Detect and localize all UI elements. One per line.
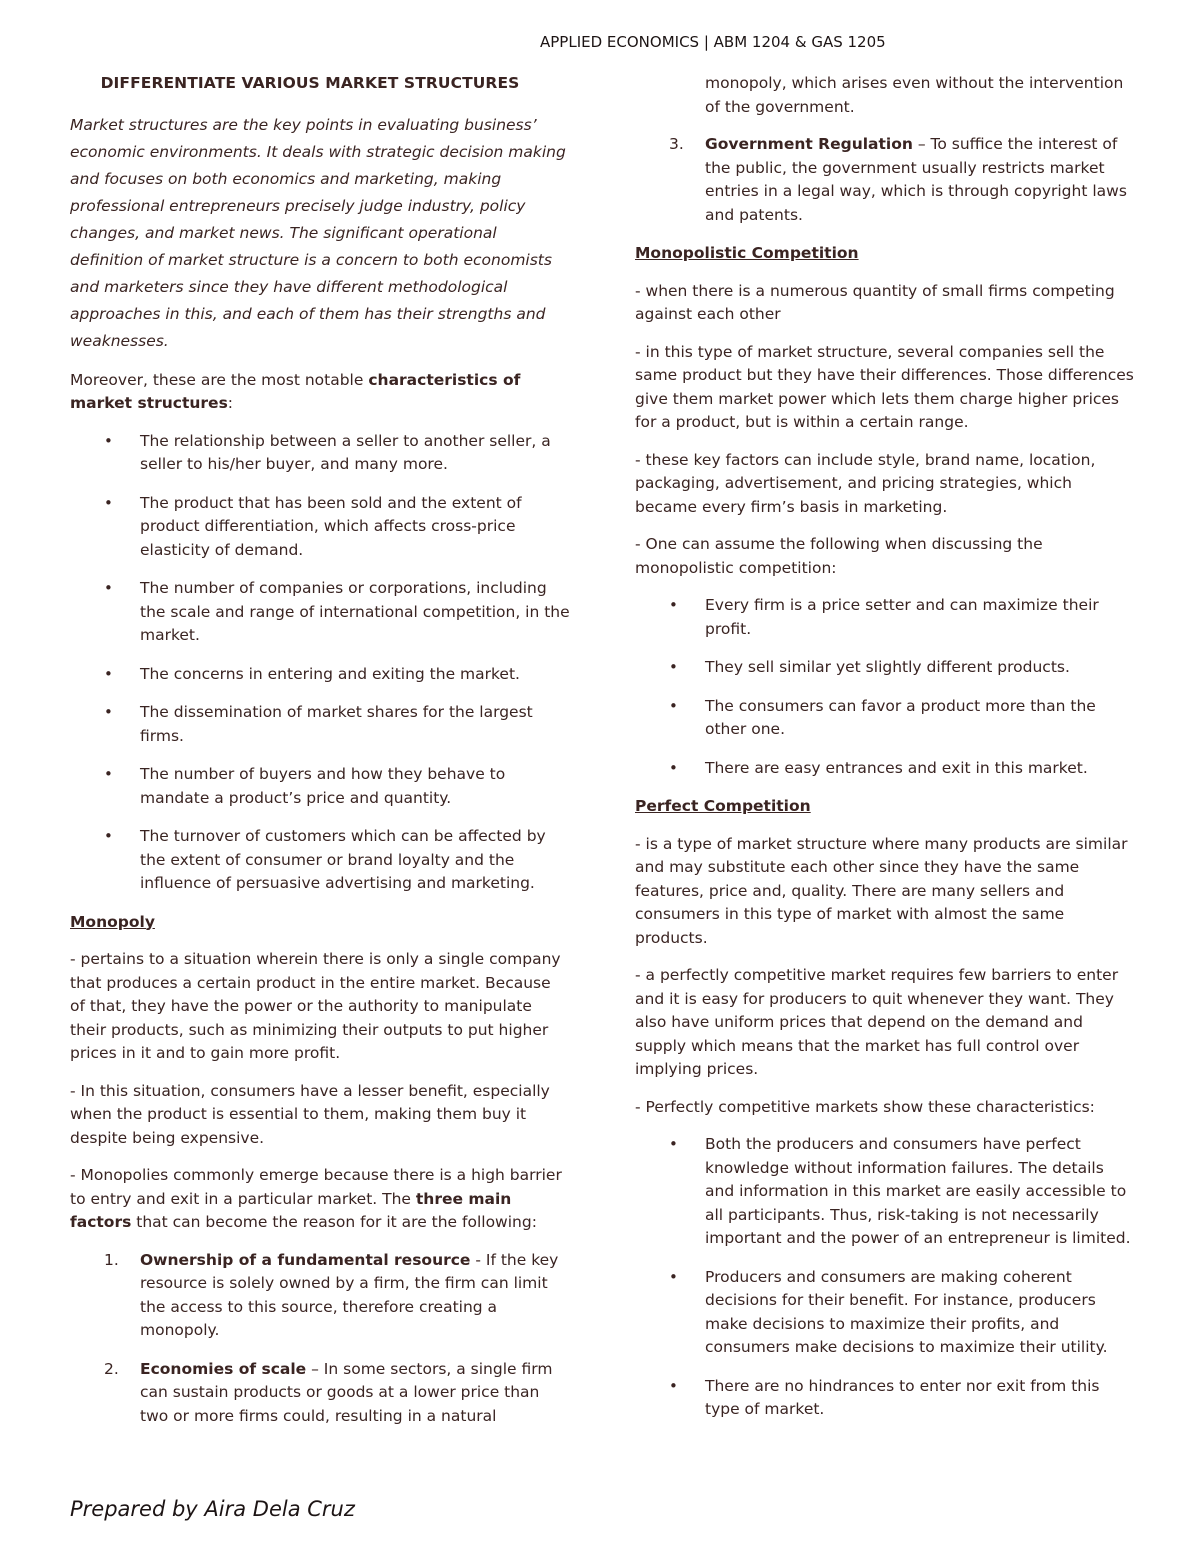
- list-item: • The product that has been sold and the extent of product differentiation, which affects cross-price elasticity of demand.: [70, 492, 570, 563]
- list-item: • The concerns in entering and exiting the market.: [70, 663, 570, 687]
- factor-number: 1.: [104, 1250, 119, 1269]
- document-title: DIFFERENTIATE VARIOUS MARKET STRUCTURES: [100, 74, 520, 92]
- characteristics-intro: [70, 369, 570, 416]
- perfect-paragraph-2: - a perfectly competitive market requires few barriers to enter and it is easy for producers to quit whenever they want. They also have uniform prices that depend on the demand and supply which means that the market has full control over implying prices.: [635, 966, 1119, 1078]
- monopolistic-paragraph-2: - in this type of market structure, several companies sell the same product but they have their differences. Those differences give them market power which lets them charge higher prices for a product, but is within a certain range.: [635, 342, 1134, 431]
- monopoly-paragraph-3: [70, 1164, 570, 1235]
- list-item: • Every firm is a price setter and can maximize their profit.: [635, 594, 1135, 641]
- list-item: [70, 1249, 570, 1343]
- perfect-paragraph-1: - is a type of market structure where many products are similar and may substitute each other since they have the same features, price and, quality. There are many sellers and consumers in this type of market with almost the same products.: [635, 834, 1128, 947]
- list-item: • Both the producers and consumers have perfect knowledge without information failures. The details and information in this market are easily accessible to all participants. Thus, risk-taking is not necessarily important and the power of an entrepreneur is limited.: [635, 1133, 1135, 1251]
- list-item: • There are easy entrances and exit in this market.: [635, 757, 1135, 781]
- monopolistic-paragraph-1: - when there is a numerous quantity of small firms competing against each other: [635, 281, 1115, 323]
- monopoly-paragraph-2: - In this situation, consumers have a lesser benefit, especially when the product is essential to them, making them buy it despite being expensive.: [70, 1081, 550, 1147]
- list-item: [635, 133, 1135, 227]
- monopolistic-list: [635, 594, 1135, 780]
- list-item: • The relationship between a seller to another seller, a seller to his/her buyer, and many more.: [70, 430, 570, 477]
- monopoly-paragraph-1: - pertains to a situation wherein there is only a single company that produces a certain product in the entire market. Because of that, they have the power or the authority to manipulate their products, such as minimizing their outputs to put higher prices in it and to gain more profit.: [70, 950, 561, 1062]
- list-item: • The number of companies or corporations, including the scale and range of international competition, in the market.: [70, 577, 570, 648]
- left-column: [70, 72, 570, 1443]
- monopolistic-paragraph-3: - these key factors can include style, brand name, location, packaging, advertisement, and pricing strategies, which became every firm’s basis in marketing.: [635, 450, 1096, 516]
- perfect-heading: Perfect Competition: [635, 797, 811, 815]
- characteristics-intro-bold: characteristics of market structures: [70, 370, 521, 412]
- list-item: • Producers and consumers are making coherent decisions for their benefit. For instance, producers make decisions to maximize their profits, and consumers make decisions to maximize their utility.: [635, 1266, 1135, 1360]
- characteristics-list: [70, 430, 570, 896]
- factors-list: [70, 1249, 570, 1429]
- monopoly-p3-pre: - Monopolies commonly emerge because there is a high barrier to entry and exit in a particular market. The: [70, 1166, 562, 1208]
- monopolistic-paragraph-4: - One can assume the following when discussing the monopolistic competition:: [635, 535, 1043, 577]
- list-item: • The number of buyers and how they behave to mandate a product’s price and quantity.: [70, 763, 570, 810]
- monopoly-heading: Monopoly: [70, 912, 155, 931]
- monopoly-p3-post: that can become the reason for it are the following:: [131, 1213, 537, 1231]
- list-item: • The dissemination of market shares for the largest firms.: [70, 701, 570, 748]
- factor-title: Ownership of a fundamental resource: [140, 1250, 471, 1269]
- factor-text: – To suffice the interest of the public, the government usually restricts market entries in a legal way, which is through copyright laws and patents.: [705, 135, 1127, 224]
- list-item: • The turnover of customers which can be affected by the extent of consumer or brand loyalty and the influence of persuasive advertising and marketing.: [70, 825, 570, 896]
- monopolistic-heading: Monopolistic Competition: [635, 244, 859, 262]
- factor-number: 2.: [104, 1359, 119, 1378]
- footer-author: Prepared by Aira Dela Cruz: [70, 1497, 355, 1521]
- characteristics-intro-pre: Moreover, these are the most notable: [70, 370, 369, 389]
- perfect-paragraph-3: - Perfectly competitive markets show these characteristics:: [635, 1097, 1095, 1116]
- list-item: • There are no hindrances to enter nor exit from this type of market.: [635, 1375, 1135, 1422]
- list-item: [70, 1358, 570, 1429]
- right-column: [635, 72, 1135, 1437]
- factor-title: Economies of scale: [140, 1359, 307, 1378]
- factor-title: Government Regulation: [705, 135, 913, 153]
- factor-2-continued: monopoly, which arises even without the intervention of the government.: [705, 74, 1124, 116]
- characteristics-intro-post: :: [227, 394, 234, 412]
- factor-text: – In some sectors, a single firm can sustain products or goods at a lower price than two or more firms could, resulting in a natural: [140, 1359, 553, 1425]
- list-item: • The consumers can favor a product more than the other one.: [635, 695, 1135, 742]
- page-header: APPLIED ECONOMICS | ABM 1204 & GAS 1205: [540, 33, 886, 51]
- factor-text: - If the key resource is solely owned by a firm, the firm can limit the access to this source, therefore creating a monopoly.: [140, 1250, 559, 1339]
- list-item: • They sell similar yet slightly different products.: [635, 656, 1135, 680]
- factor-number: 3.: [669, 135, 684, 153]
- intro-paragraph: Market structures are the key points in evaluating business’ economic environments. It deals with strategic decision making and focuses on both economics and marketing, making professional entrepreneurs precisely judge industry, policy changes, and market news. The significant operational definition of market structure is a concern to both economists and marketers since they have different methodological approaches in this, and each of them has their strengths and weaknesses.: [70, 115, 566, 350]
- monopoly-p3-bold: three main factors: [70, 1189, 512, 1231]
- perfect-list: [635, 1133, 1135, 1422]
